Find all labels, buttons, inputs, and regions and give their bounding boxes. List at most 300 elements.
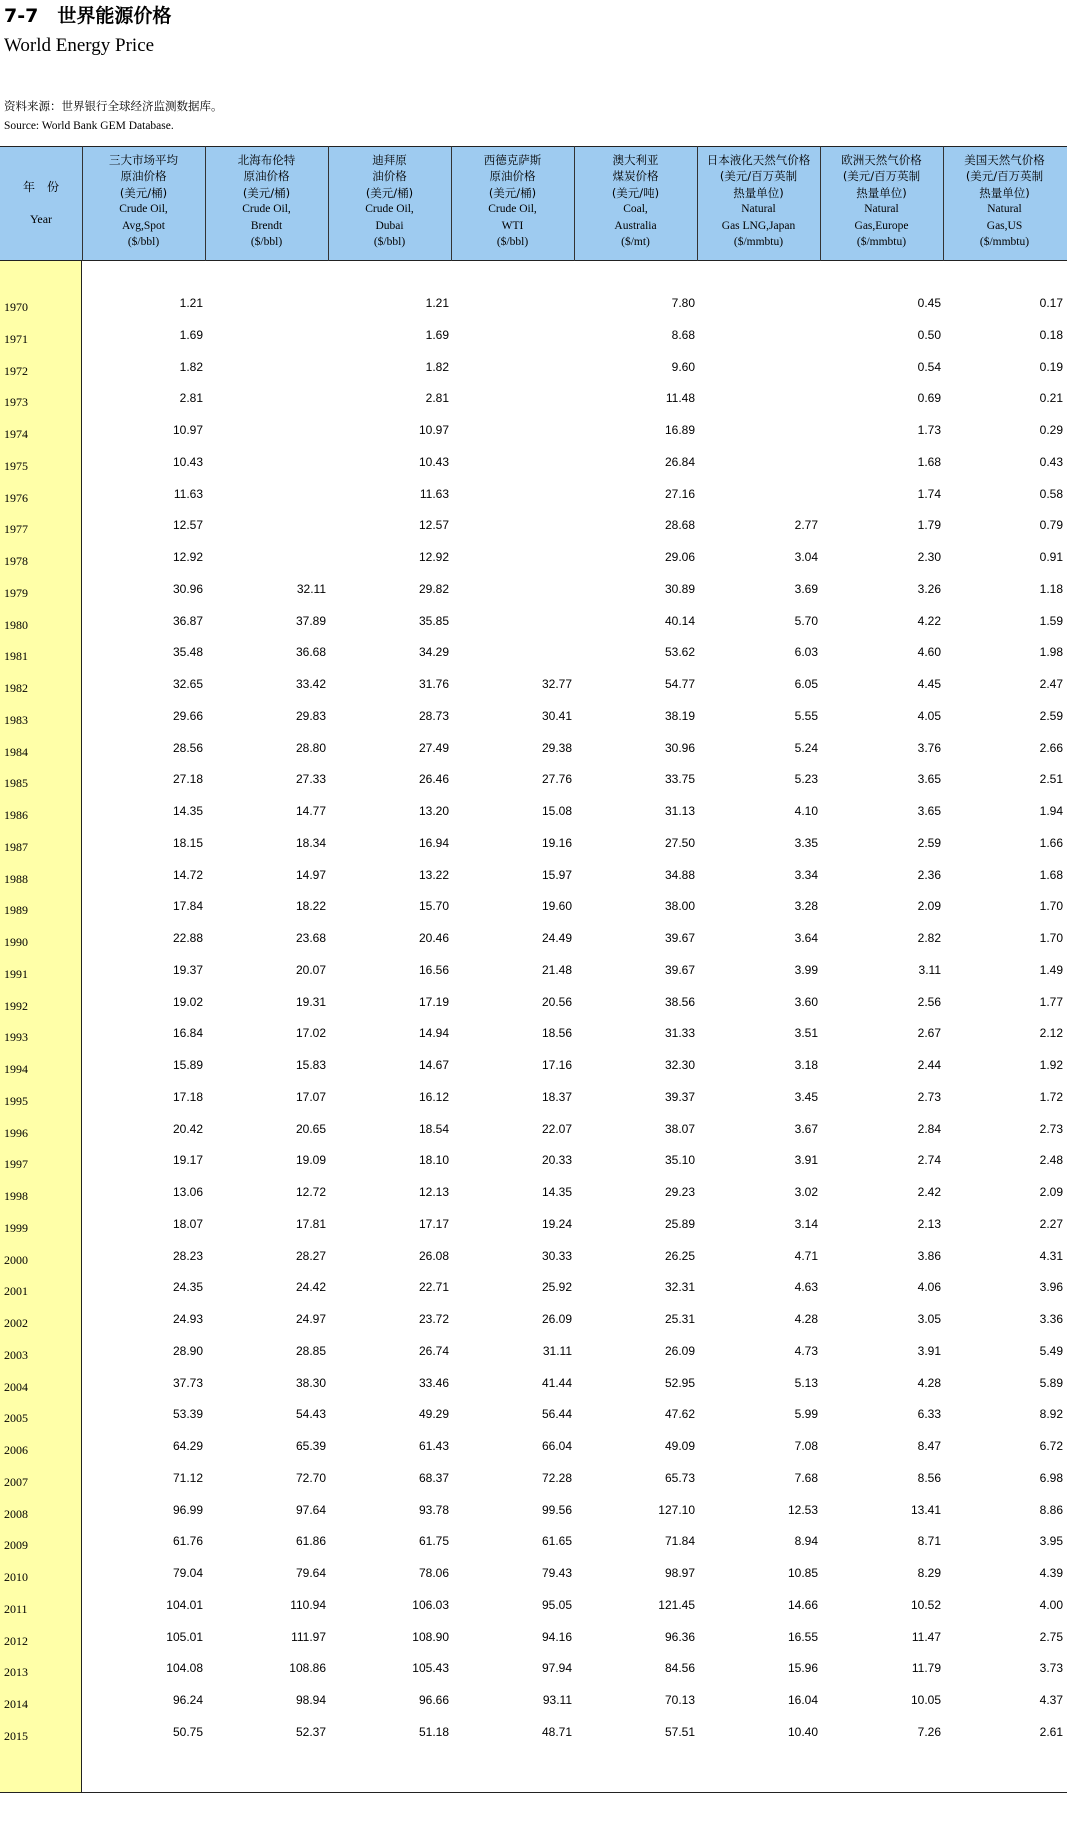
year-cell: 2005 xyxy=(4,1411,28,1426)
value-cell: 3.69 xyxy=(794,581,818,596)
value-cell: 14.94 xyxy=(418,1026,449,1041)
table-row xyxy=(0,995,1067,1027)
value-cell: 25.92 xyxy=(541,1280,572,1295)
value-cell: 2.09 xyxy=(917,899,941,914)
year-cell: 1996 xyxy=(4,1125,28,1140)
value-cell: 53.62 xyxy=(664,645,695,660)
year-cell: 2000 xyxy=(4,1252,28,1267)
value-cell: 15.08 xyxy=(541,804,572,818)
value-cell: 3.36 xyxy=(1039,1312,1063,1326)
value-cell: 61.65 xyxy=(541,1534,572,1549)
value-cell: 26.46 xyxy=(418,772,449,787)
value-cell: 71.84 xyxy=(664,1534,695,1549)
value-cell: 3.14 xyxy=(794,1216,818,1231)
value-cell: 8.92 xyxy=(1039,1407,1063,1422)
value-cell: 11.63 xyxy=(173,486,203,501)
value-cell: 28.56 xyxy=(172,740,203,755)
value-cell: 8.29 xyxy=(917,1566,941,1580)
value-cell: 54.77 xyxy=(664,677,695,691)
column-header-line: ($/mmbtu) xyxy=(733,236,784,249)
column-header-line: 西德克萨斯 xyxy=(483,153,542,167)
value-cell: 19.60 xyxy=(541,899,572,914)
column-header-7 xyxy=(820,152,943,260)
value-cell: 111.97 xyxy=(291,1629,326,1644)
year-cell: 2001 xyxy=(4,1284,28,1299)
value-cell: 27.16 xyxy=(664,486,695,501)
value-cell: 33.46 xyxy=(418,1375,449,1390)
value-cell: 23.68 xyxy=(295,931,326,945)
value-cell: 96.99 xyxy=(172,1502,203,1517)
value-cell: 93.78 xyxy=(418,1502,449,1517)
value-cell: 38.07 xyxy=(664,1121,695,1136)
column-header-line: Avg,Spot xyxy=(122,219,165,232)
value-cell: 110.94 xyxy=(290,1597,326,1612)
value-cell: 2.47 xyxy=(1039,677,1063,691)
value-cell: 10.85 xyxy=(787,1566,818,1580)
table-row xyxy=(0,614,1067,646)
value-cell: 19.31 xyxy=(295,994,326,1009)
value-cell: 16.89 xyxy=(664,423,695,437)
value-cell: 6.98 xyxy=(1039,1470,1063,1485)
year-cell: 1992 xyxy=(4,998,28,1013)
value-cell: 31.11 xyxy=(542,1343,572,1358)
value-cell: 2.36 xyxy=(917,867,941,882)
column-header-line: Gas,US xyxy=(986,219,1023,232)
value-cell: 3.91 xyxy=(917,1343,941,1358)
value-cell: 49.09 xyxy=(664,1439,695,1453)
year-cell: 2011 xyxy=(4,1601,28,1616)
value-cell: 30.41 xyxy=(541,708,572,723)
value-cell: 2.48 xyxy=(1039,1153,1063,1168)
column-header-line: (美元/桶) xyxy=(119,185,168,200)
year-cell: 1993 xyxy=(4,1030,28,1045)
value-cell: 12.92 xyxy=(172,550,203,564)
column-header-line: Dubai xyxy=(375,219,404,232)
value-cell: 31.33 xyxy=(664,1026,695,1041)
value-cell: 37.89 xyxy=(295,613,326,628)
table-bottom-rule xyxy=(0,1792,1067,1793)
value-cell: 8.86 xyxy=(1039,1502,1063,1517)
value-cell: 3.76 xyxy=(917,740,941,755)
year-cell: 1973 xyxy=(4,395,28,410)
value-cell: 2.67 xyxy=(917,1026,941,1041)
value-cell: 20.33 xyxy=(541,1153,572,1168)
value-cell: 61.43 xyxy=(418,1439,449,1453)
value-cell: 3.65 xyxy=(917,804,941,818)
year-cell: 1998 xyxy=(4,1189,28,1203)
header-divider xyxy=(82,146,83,261)
value-cell: 18.56 xyxy=(541,1026,572,1041)
value-cell: 18.34 xyxy=(295,835,326,850)
value-cell: 1.72 xyxy=(1039,1089,1063,1104)
value-cell: 7.68 xyxy=(794,1470,818,1485)
value-cell: 61.86 xyxy=(295,1534,326,1549)
value-cell: 2.27 xyxy=(1039,1216,1063,1231)
value-cell: 19.16 xyxy=(541,835,572,850)
column-header-line: ($/mt) xyxy=(621,236,650,249)
value-cell: 16.12 xyxy=(418,1089,449,1104)
year-cell: 1997 xyxy=(4,1157,28,1172)
value-cell: 20.42 xyxy=(172,1121,203,1136)
value-cell: 96.66 xyxy=(418,1693,449,1707)
table-row xyxy=(0,899,1067,931)
column-header-6 xyxy=(697,152,820,260)
value-cell: 10.97 xyxy=(172,423,203,437)
table-row xyxy=(0,1725,1067,1757)
value-cell: 3.02 xyxy=(794,1185,818,1199)
value-cell: 2.66 xyxy=(1039,740,1063,755)
column-header-line: 原油价格 xyxy=(489,169,536,184)
value-cell: 32.11 xyxy=(296,581,326,596)
value-cell: 35.48 xyxy=(172,645,203,660)
column-header-line: Crude Oil, xyxy=(365,203,414,216)
value-cell: 0.79 xyxy=(1039,518,1063,533)
year-cell: 1988 xyxy=(4,871,28,886)
column-header-line: 热量单位) xyxy=(856,185,907,200)
source-note-zh: 资料来源：世界银行全球经济监测数据库。 xyxy=(4,99,223,113)
value-cell: 72.70 xyxy=(295,1470,326,1485)
value-cell: 1.21 xyxy=(179,296,203,310)
column-header-2 xyxy=(205,152,328,260)
column-header-line: 澳大利亚 xyxy=(612,153,659,167)
value-cell: 17.07 xyxy=(295,1089,326,1104)
value-cell: 66.04 xyxy=(541,1439,572,1453)
value-cell: 11.47 xyxy=(911,1629,941,1644)
value-cell: 5.24 xyxy=(794,740,818,755)
value-cell: 24.42 xyxy=(295,1280,326,1295)
value-cell: 27.49 xyxy=(418,740,449,755)
value-cell: 16.56 xyxy=(418,962,449,977)
year-cell: 1983 xyxy=(4,712,28,727)
value-cell: 15.89 xyxy=(172,1058,203,1072)
value-cell: 78.06 xyxy=(418,1566,449,1580)
value-cell: 4.22 xyxy=(917,613,941,628)
value-cell: 21.48 xyxy=(541,962,572,977)
column-header-line: 煤炭价格 xyxy=(612,169,659,184)
value-cell: 106.03 xyxy=(412,1597,449,1612)
column-header-line: Australia xyxy=(614,219,657,232)
value-cell: 47.62 xyxy=(664,1407,695,1422)
value-cell: 3.67 xyxy=(794,1121,818,1136)
value-cell: 28.90 xyxy=(172,1343,203,1358)
value-cell: 51.18 xyxy=(418,1724,449,1739)
value-cell: 2.51 xyxy=(1039,772,1063,787)
value-cell: 1.92 xyxy=(1039,1058,1063,1072)
value-cell: 25.31 xyxy=(664,1312,695,1326)
year-cell: 2010 xyxy=(4,1570,28,1584)
value-cell: 5.99 xyxy=(794,1407,818,1422)
value-cell: 9.60 xyxy=(671,359,695,374)
column-header-line: Natural xyxy=(987,203,1022,216)
column-header-line: Gas,Europe xyxy=(854,219,909,232)
value-cell: 52.37 xyxy=(295,1724,326,1739)
value-cell: 2.74 xyxy=(917,1153,941,1168)
value-cell: 10.97 xyxy=(418,423,449,437)
column-header-line: ($/bbl) xyxy=(496,236,529,249)
year-cell: 1984 xyxy=(4,744,28,759)
table-row xyxy=(0,1153,1067,1185)
value-cell: 12.53 xyxy=(787,1502,818,1517)
year-cell: 2007 xyxy=(4,1474,28,1489)
column-header-line: (美元/百万英制 xyxy=(965,169,1044,184)
year-cell: 2014 xyxy=(4,1697,28,1711)
table-row xyxy=(0,1661,1067,1693)
value-cell: 5.70 xyxy=(794,613,818,628)
column-header-line: WTI xyxy=(501,219,524,232)
value-cell: 17.17 xyxy=(418,1216,449,1231)
column-header-line: (美元/桶) xyxy=(365,185,414,200)
value-cell: 17.81 xyxy=(295,1216,326,1231)
value-cell: 1.68 xyxy=(1039,867,1063,882)
value-cell: 7.08 xyxy=(794,1439,818,1453)
column-header-line: ($/mmbtu) xyxy=(979,236,1030,249)
value-cell: 7.80 xyxy=(671,296,695,310)
value-cell: 0.18 xyxy=(1039,327,1063,342)
value-cell: 3.26 xyxy=(917,581,941,596)
value-cell: 5.23 xyxy=(794,772,818,787)
column-header-line: Natural xyxy=(864,203,899,216)
value-cell: 19.37 xyxy=(172,962,203,977)
value-cell: 98.97 xyxy=(664,1566,695,1580)
value-cell: 36.87 xyxy=(172,613,203,628)
table-row xyxy=(0,836,1067,868)
value-cell: 35.10 xyxy=(664,1153,695,1168)
value-cell: 28.27 xyxy=(295,1248,326,1263)
value-cell: 6.72 xyxy=(1039,1439,1063,1453)
year-cell: 1990 xyxy=(4,935,28,949)
year-cell: 2006 xyxy=(4,1443,28,1457)
value-cell: 2.82 xyxy=(917,931,941,945)
header-divider xyxy=(574,146,575,261)
value-cell: 4.37 xyxy=(1039,1693,1063,1707)
value-cell: 18.07 xyxy=(172,1216,203,1231)
value-cell: 11.48 xyxy=(665,391,695,406)
value-cell: 27.33 xyxy=(295,772,326,787)
value-cell: 4.28 xyxy=(917,1375,941,1390)
value-cell: 24.93 xyxy=(172,1312,203,1326)
value-cell: 18.10 xyxy=(418,1153,449,1168)
table-row xyxy=(0,1630,1067,1662)
value-cell: 41.44 xyxy=(541,1375,572,1390)
value-cell: 13.06 xyxy=(172,1185,203,1199)
value-cell: 15.96 xyxy=(787,1661,818,1676)
column-header-4 xyxy=(451,152,574,260)
table-row xyxy=(0,1407,1067,1439)
column-header-line: 三大市场平均 xyxy=(109,153,178,167)
value-cell: 4.05 xyxy=(917,708,941,723)
value-cell: 29.66 xyxy=(172,708,203,723)
value-cell: 34.29 xyxy=(418,645,449,660)
value-cell: 15.97 xyxy=(541,867,572,882)
column-header-line: 原油价格 xyxy=(243,169,290,184)
value-cell: 34.88 xyxy=(664,867,695,882)
value-cell: 108.86 xyxy=(289,1661,326,1676)
year-cell: 1986 xyxy=(4,808,28,822)
value-cell: 26.09 xyxy=(664,1343,695,1358)
value-cell: 49.29 xyxy=(418,1407,449,1422)
value-cell: 39.37 xyxy=(664,1089,695,1104)
table-row xyxy=(0,1439,1067,1471)
table-row xyxy=(0,582,1067,614)
value-cell: 20.07 xyxy=(295,962,326,977)
value-cell: 3.95 xyxy=(1039,1534,1063,1549)
table-row xyxy=(0,423,1067,455)
value-cell: 94.16 xyxy=(541,1629,572,1644)
column-header-line: 热量单位) xyxy=(733,185,784,200)
value-cell: 12.13 xyxy=(418,1185,449,1199)
value-cell: 17.84 xyxy=(172,899,203,914)
value-cell: 14.35 xyxy=(172,804,203,818)
value-cell: 18.37 xyxy=(541,1089,572,1104)
value-cell: 17.18 xyxy=(172,1089,203,1104)
year-cell: 2012 xyxy=(4,1633,28,1648)
value-cell: 29.23 xyxy=(664,1185,695,1199)
table-row xyxy=(0,1598,1067,1630)
value-cell: 93.11 xyxy=(542,1693,572,1707)
value-cell: 79.43 xyxy=(541,1566,572,1580)
value-cell: 25.89 xyxy=(664,1216,695,1231)
value-cell: 16.94 xyxy=(418,835,449,850)
header-divider xyxy=(943,146,944,261)
table-row xyxy=(0,645,1067,677)
value-cell: 14.97 xyxy=(295,867,326,882)
year-header-zh: 年 份 xyxy=(22,180,59,194)
value-cell: 127.10 xyxy=(658,1502,695,1517)
column-header-3 xyxy=(328,152,451,260)
value-cell: 6.05 xyxy=(794,677,818,691)
value-cell: 38.30 xyxy=(295,1375,326,1390)
value-cell: 6.03 xyxy=(794,645,818,660)
table-row xyxy=(0,1312,1067,1344)
value-cell: 12.72 xyxy=(295,1185,326,1199)
value-cell: 12.57 xyxy=(418,518,449,533)
value-cell: 26.25 xyxy=(664,1248,695,1263)
value-cell: 1.68 xyxy=(917,454,941,469)
value-cell: 33.42 xyxy=(295,677,326,691)
table-row xyxy=(0,931,1067,963)
value-cell: 15.83 xyxy=(295,1058,326,1072)
value-cell: 2.30 xyxy=(917,550,941,564)
value-cell: 4.73 xyxy=(794,1343,818,1358)
value-cell: 11.63 xyxy=(419,486,449,501)
year-cell: 1987 xyxy=(4,839,28,854)
value-cell: 38.19 xyxy=(664,708,695,723)
value-cell: 84.56 xyxy=(664,1661,695,1676)
value-cell: 26.09 xyxy=(541,1312,572,1326)
value-cell: 16.55 xyxy=(787,1629,818,1644)
value-cell: 3.99 xyxy=(794,962,818,977)
value-cell: 65.39 xyxy=(295,1439,326,1453)
value-cell: 79.04 xyxy=(172,1566,203,1580)
value-cell: 8.71 xyxy=(917,1534,941,1549)
value-cell: 2.09 xyxy=(1039,1185,1063,1199)
value-cell: 3.51 xyxy=(794,1026,818,1041)
value-cell: 27.18 xyxy=(172,772,203,787)
value-cell: 3.45 xyxy=(794,1089,818,1104)
value-cell: 54.43 xyxy=(295,1407,326,1422)
value-cell: 2.84 xyxy=(917,1121,941,1136)
value-cell: 35.85 xyxy=(418,613,449,628)
value-cell: 0.43 xyxy=(1039,454,1063,469)
year-cell: 2004 xyxy=(4,1379,28,1394)
table-row xyxy=(0,1693,1067,1725)
value-cell: 10.40 xyxy=(787,1724,818,1739)
value-cell: 4.71 xyxy=(794,1248,818,1263)
value-cell: 19.17 xyxy=(172,1153,203,1168)
table-row xyxy=(0,963,1067,995)
value-cell: 8.56 xyxy=(917,1470,941,1485)
value-cell: 14.35 xyxy=(541,1185,572,1199)
value-cell: 4.63 xyxy=(794,1280,818,1295)
column-header-line: ($/bbl) xyxy=(127,236,160,249)
value-cell: 53.39 xyxy=(172,1407,203,1422)
column-header-line: 欧洲天然气价格 xyxy=(841,153,922,167)
value-cell: 31.76 xyxy=(418,677,449,691)
value-cell: 3.11 xyxy=(918,962,941,977)
value-cell: 19.09 xyxy=(295,1153,326,1168)
column-header-line: ($/bbl) xyxy=(373,236,406,249)
value-cell: 12.57 xyxy=(172,518,203,533)
value-cell: 22.71 xyxy=(418,1280,449,1295)
table-row xyxy=(0,1566,1067,1598)
header-divider xyxy=(451,146,452,261)
table-row xyxy=(0,518,1067,550)
table-row xyxy=(0,455,1067,487)
value-cell: 16.84 xyxy=(172,1026,203,1041)
value-cell: 8.47 xyxy=(917,1439,941,1453)
value-cell: 3.05 xyxy=(917,1312,941,1326)
value-cell: 6.33 xyxy=(917,1407,941,1422)
table-row xyxy=(0,1122,1067,1154)
value-cell: 68.37 xyxy=(418,1470,449,1485)
table-row xyxy=(0,868,1067,900)
value-cell: 11.79 xyxy=(911,1661,941,1676)
value-cell: 17.02 xyxy=(295,1026,326,1041)
table-row xyxy=(0,1280,1067,1312)
column-header-line: Natural xyxy=(741,203,776,216)
value-cell: 0.17 xyxy=(1039,296,1063,310)
value-cell: 1.70 xyxy=(1039,931,1063,945)
column-header-5 xyxy=(574,152,697,260)
value-cell: 65.73 xyxy=(664,1470,695,1485)
value-cell: 3.65 xyxy=(917,772,941,787)
value-cell: 95.05 xyxy=(541,1597,572,1612)
value-cell: 104.01 xyxy=(166,1597,203,1612)
header-divider xyxy=(820,146,821,261)
value-cell: 2.59 xyxy=(917,835,941,850)
value-cell: 108.90 xyxy=(412,1629,449,1644)
year-header-en: Year xyxy=(29,212,53,226)
value-cell: 0.21 xyxy=(1039,391,1063,406)
value-cell: 39.67 xyxy=(664,931,695,945)
year-cell: 1979 xyxy=(4,585,28,600)
value-cell: 2.81 xyxy=(425,391,449,406)
column-header-1 xyxy=(82,152,205,260)
value-cell: 18.15 xyxy=(172,835,203,850)
value-cell: 1.98 xyxy=(1039,645,1063,660)
value-cell: 4.60 xyxy=(917,645,941,660)
value-cell: 22.07 xyxy=(541,1121,572,1136)
value-cell: 0.54 xyxy=(917,359,941,374)
year-cell: 1978 xyxy=(4,554,28,568)
table-row xyxy=(0,1185,1067,1217)
value-cell: 10.05 xyxy=(910,1693,941,1707)
value-cell: 96.36 xyxy=(664,1629,695,1644)
value-cell: 8.68 xyxy=(671,327,695,342)
value-cell: 2.59 xyxy=(1039,708,1063,723)
value-cell: 29.82 xyxy=(418,581,449,596)
year-cell: 1999 xyxy=(4,1220,28,1235)
